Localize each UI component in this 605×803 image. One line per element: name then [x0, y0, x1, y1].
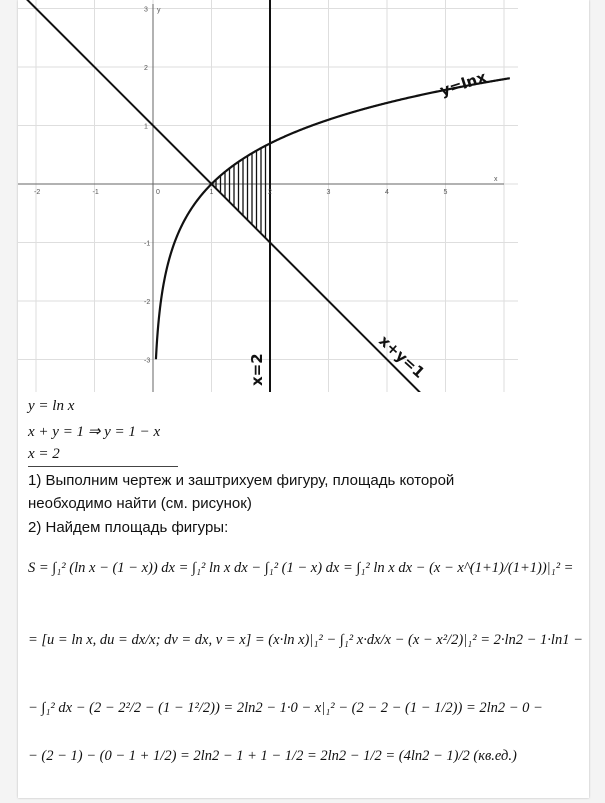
function-graph — [18, 0, 518, 392]
x-tick-label: -2 — [34, 189, 41, 196]
x-tick-label: 0 — [156, 189, 160, 196]
equation-line: x + y = 1 ⇒ y = 1 − x — [28, 424, 161, 440]
math-line-2: = [u = ln x, du = dx/x; dv = dx, v = x] = (x·ln x)|₁² − ∫₁² x·dx/x − (x − x²/2)|₁² = 2·ln2 − 1·ln1 − — [28, 632, 583, 648]
system-underline — [28, 466, 178, 467]
x-tick-label: 3 — [326, 189, 331, 196]
math-line-3: − ∫₁² dx − (2 − 2²/2 − (1 − 1²/2)) = 2ln2 − 1·0 − x|₁² − (2 − 2 − (1 − 1/2)) = 2ln2 − 0 − — [28, 700, 543, 716]
x-tick-label: 1 — [209, 189, 214, 196]
y-tick-label: -3 — [144, 357, 151, 365]
y-tick-label: -2 — [144, 299, 151, 306]
math-line-4: − (2 − 1) − (0 − 1 + 1/2) = 2ln2 − 1 + 1 − 1/2 = 2ln2 − 1/2 = (4ln2 − 1)/2 (кв.ед.) — [28, 748, 517, 764]
step2-text: 2) Найдем площадь фигуры: — [28, 519, 229, 536]
x-tick-label: 5 — [443, 189, 448, 196]
y-tick-label: 3 — [144, 6, 148, 14]
x-axis-label: x — [494, 176, 498, 183]
label-ln-curve: y=lnx — [437, 67, 489, 100]
math-line-1: S = ∫₁² (ln x − (1 − x)) dx = ∫₁² ln x dx − ∫₁² (1 − x) dx = ∫₁² ln x dx − (x − x^(1+1)/(1+1))|₁² = — [28, 560, 574, 576]
graph-curves — [18, 0, 509, 392]
step1-text-line2: необходимо найти (см. рисунок) — [28, 495, 252, 512]
y-axis-label: y — [157, 7, 161, 14]
y-tick-label: -1 — [144, 240, 151, 248]
line-x-plus-y-1 — [18, 0, 422, 392]
equation-vertical: x = 2 — [28, 446, 60, 462]
step1-text-line1: 1) Выполним чертеж и заштрихуем фигуру, площадь которой — [28, 472, 455, 489]
label-line: x+y=1 — [375, 331, 429, 382]
label-vertical-line: x=2 — [248, 353, 266, 386]
grid-lines — [18, 0, 518, 392]
y-tick-label: 2 — [144, 65, 148, 72]
x-tick-label: -1 — [92, 189, 99, 196]
x-tick-label: 2 — [268, 189, 272, 196]
solution-sheet — [18, 0, 589, 798]
ln-curve — [156, 78, 510, 359]
equation-ln: y = ln x — [28, 398, 75, 414]
y-tick-label: 1 — [144, 123, 148, 131]
x-tick-label: 4 — [385, 189, 389, 196]
